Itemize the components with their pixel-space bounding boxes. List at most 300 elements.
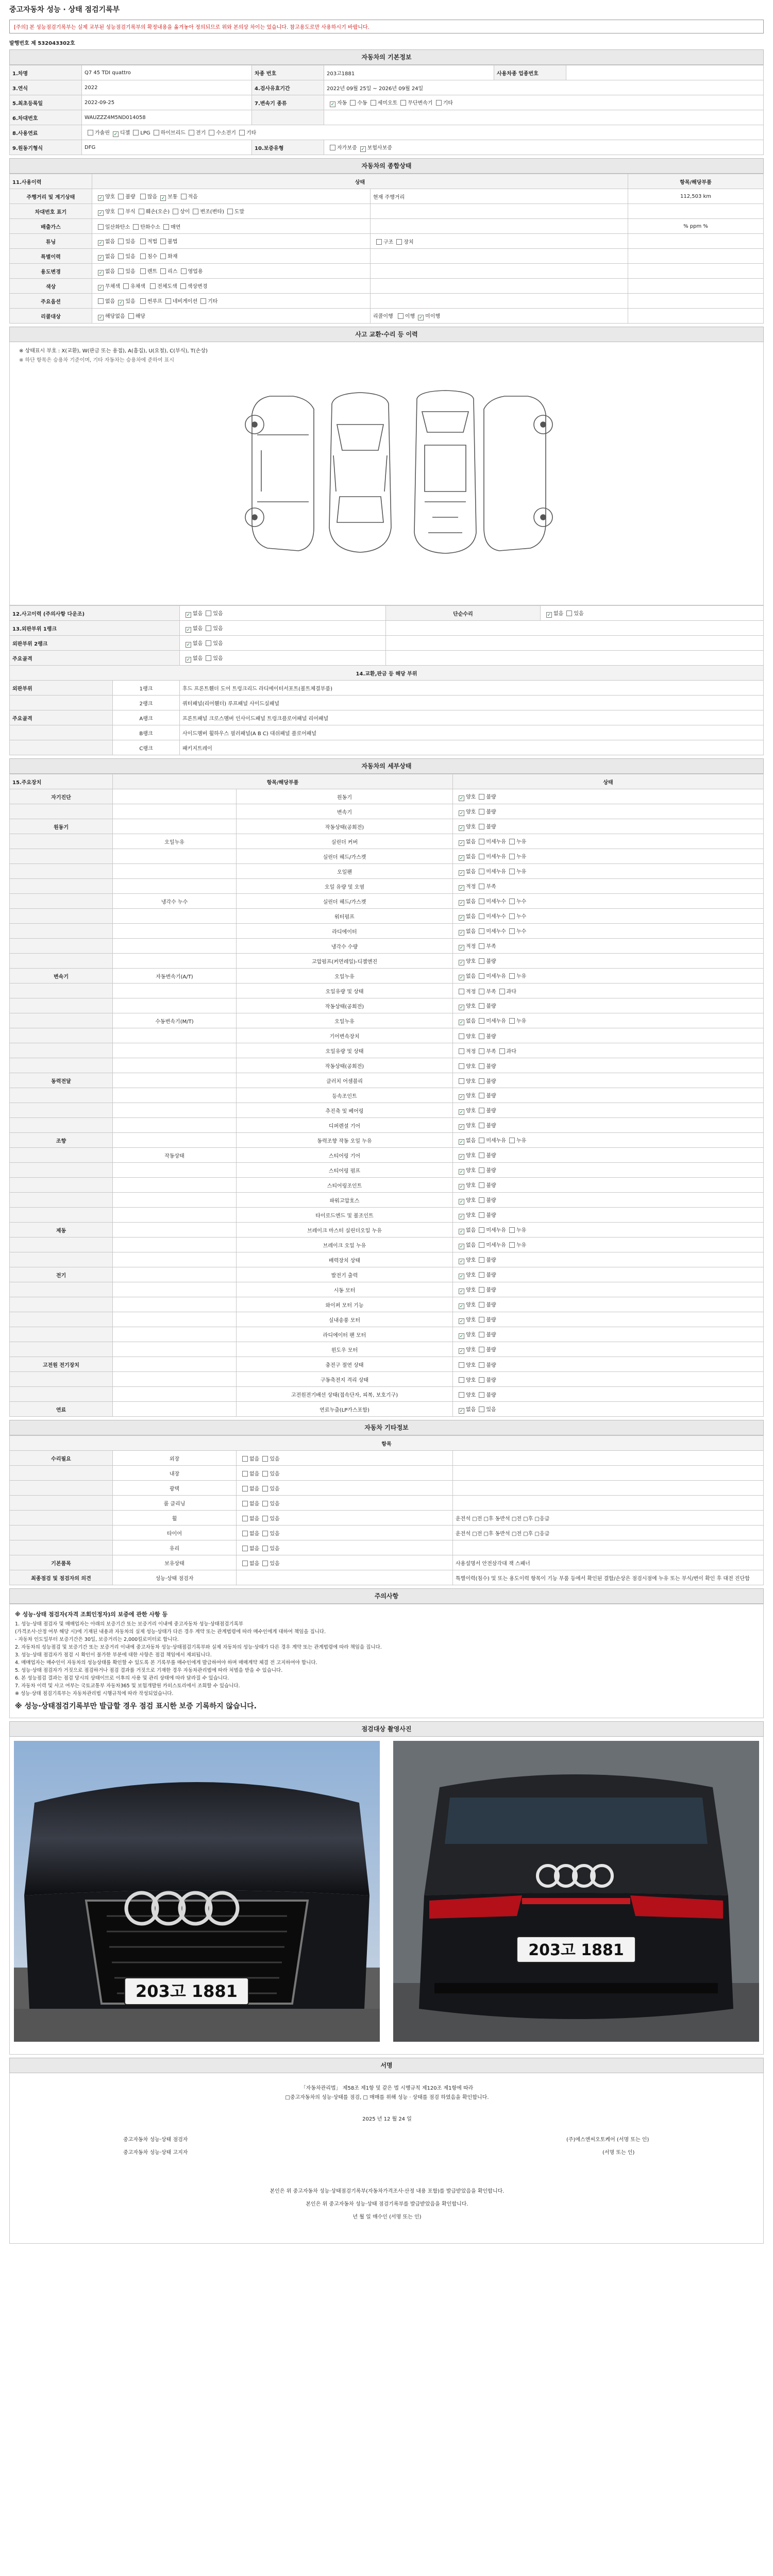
checkbox-icon[interactable] [479,928,484,934]
checkbox-icon[interactable] [189,130,194,135]
checkbox-icon[interactable] [479,1242,484,1248]
other-option: 있음 [259,1486,279,1492]
device-option: 미세누유 [476,839,506,845]
device-status [453,1282,764,1297]
checkbox-icon[interactable] [140,194,146,199]
checkbox-icon[interactable]: ✓ [98,210,103,216]
checkbox-icon[interactable] [479,1138,484,1143]
checkbox-icon[interactable] [479,1018,484,1024]
checkbox-icon[interactable]: ✓ [98,270,103,276]
device-status [453,924,764,939]
checkbox-icon[interactable] [479,854,484,859]
checkbox-icon[interactable] [479,1362,484,1368]
checkbox-icon[interactable] [479,824,484,829]
checkbox-icon[interactable]: ✓ [119,300,123,306]
checkbox-icon[interactable] [459,1362,464,1368]
checkbox-icon[interactable]: ✓ [459,855,464,861]
checkbox-icon[interactable] [160,239,166,244]
device-group [10,1208,113,1223]
checkbox-icon[interactable] [479,809,484,815]
checkbox-icon[interactable]: ✓ [459,1139,464,1145]
checkbox-icon[interactable] [160,253,166,259]
status2-option: 불법 [157,239,177,245]
checkbox-icon[interactable] [242,1501,248,1506]
device-option: 미세누유 [476,854,506,860]
checkbox-icon[interactable] [165,298,171,304]
device-item: 오일 유량 및 오염 [237,879,453,894]
checkbox-icon[interactable] [139,209,144,214]
checkbox-icon[interactable] [206,611,211,616]
checkbox-icon[interactable] [479,1287,484,1293]
checkbox-icon[interactable] [509,1227,515,1233]
checkbox-icon[interactable] [479,1272,484,1278]
checkbox-icon[interactable] [509,869,515,874]
checkbox-icon[interactable] [479,943,484,949]
checkbox-icon[interactable]: ✓ [459,1124,464,1130]
row-status-extra [371,279,628,294]
row-status-extra [371,264,628,279]
accident-label: 13.외판부위 1랭크 [10,621,180,636]
checkbox-icon[interactable] [459,1377,464,1383]
other-group [10,1540,113,1555]
other-extra [453,1481,764,1496]
photo-panel [9,1737,764,2055]
checkbox-icon[interactable] [479,1048,484,1054]
rank-level: 1랭크 [113,681,180,696]
notes-warning: ※ 성능·상태점검기록부만 발급할 경우 점검 표시한 보증 기록하지 않습니다. [15,1702,257,1710]
checkbox-icon[interactable]: ✓ [98,285,103,291]
checkbox-icon[interactable]: ✓ [459,1214,464,1219]
device-item: 오일유량 및 상태 [237,984,453,998]
checkbox-icon[interactable] [88,130,93,135]
checkbox-icon[interactable] [227,209,233,214]
checkbox-icon[interactable]: ✓ [459,945,464,951]
device-option: 불량 [476,1064,496,1070]
device-option: 누유 [506,974,526,979]
checkbox-icon[interactable] [479,913,484,919]
device-option: 불량 [476,824,496,830]
field-value [82,125,764,140]
checkbox-icon[interactable] [509,854,515,859]
row-status-extra [371,189,628,204]
checkbox-icon[interactable] [330,145,335,150]
checkbox-icon[interactable] [479,958,484,964]
checkbox-icon[interactable] [499,989,505,994]
section-signature: 서명 [9,2058,764,2073]
checkbox-icon[interactable]: ✓ [459,1348,464,1354]
checkbox-icon[interactable]: ✓ [459,1199,464,1205]
report-notice: [주의] 본 성능점검기록부는 실제 교부된 성능점검기록부의 확정내용을 옮겨놓아 정의되므로 위와 본의상 차이는 었습니다. 참고용도로만 사용하시기 바랍니다. [9,20,764,33]
device-option: ✓ 양호 [459,1302,476,1309]
checkbox-icon[interactable] [180,283,186,289]
note-line: 1. 성능·상태 점검자 및 매매업자는 아래의 보증기간 또는 보증거리 이내에 중고자동차 성능·상태점검기록부 [15,1621,243,1627]
accident-option: 있음 [203,611,223,617]
checkbox-icon[interactable] [118,209,124,214]
checkbox-icon[interactable] [118,253,124,259]
checkbox-icon[interactable] [400,100,406,106]
device-option: 불량 [476,1363,496,1368]
device-item: 타이로드엔드 및 볼조인트 [237,1208,453,1223]
device-subgroup [113,1028,237,1043]
checkbox-icon[interactable] [459,1048,464,1054]
checkbox-icon[interactable]: ✓ [186,627,191,633]
checkbox-icon[interactable] [479,839,484,844]
checkbox-icon[interactable]: ✓ [98,240,103,246]
device-item: 작동상태(공회전) [237,819,453,834]
checkbox-icon[interactable] [479,1377,484,1383]
checkbox-icon[interactable] [262,1456,268,1462]
device-item: 시동 모터 [237,1282,453,1297]
checkbox-icon[interactable] [509,913,515,919]
device-option: ✓ 양호 [459,1003,476,1010]
checkbox-icon[interactable] [98,298,104,304]
checkbox-icon[interactable] [133,224,139,230]
device-option: ✓ 적정 [459,943,476,951]
checkbox-icon[interactable] [376,239,382,245]
checkbox-icon[interactable] [479,1212,484,1218]
checkbox-icon[interactable] [140,268,146,274]
checkbox-icon[interactable] [242,1561,248,1566]
status-option: ✓ 없음 [98,268,115,276]
col-header: 15.주요장치 [10,774,113,789]
checkbox-icon[interactable]: ✓ [98,315,103,320]
checkbox-icon[interactable]: ✓ [459,1318,464,1324]
accident-option: ✓ 없음 [186,611,203,618]
basic-info-row [10,125,764,140]
checkbox-icon[interactable] [479,794,484,800]
checkbox-icon[interactable]: ✓ [459,885,464,891]
checkbox-icon[interactable] [479,1332,484,1337]
checkbox-icon[interactable] [262,1546,268,1551]
checkbox-icon[interactable]: ✓ [547,612,551,618]
checkbox-icon[interactable]: ✓ [459,825,464,831]
checkbox-icon[interactable]: ✓ [459,1154,464,1160]
checkbox-icon[interactable] [509,1242,515,1248]
checkbox-icon[interactable] [118,194,124,199]
other-extra: 특별이력(침수) 및 또는 용도이력 항목이 기능 부품 등에서 확인된 결함/손상은 점검시점에 누유 또는 부식/변이 확인 후 대전 진단함 [453,1570,764,1585]
checkbox-icon[interactable] [509,899,515,904]
checkbox-icon[interactable] [173,209,178,214]
checkbox-icon[interactable] [242,1486,248,1492]
device-group: 제동 [10,1223,113,1238]
checkbox-icon[interactable] [262,1486,268,1492]
device-status [453,998,764,1013]
device-option: 미세누수 [476,899,506,905]
checkbox-icon[interactable] [140,239,146,244]
device-group [10,864,113,879]
basic-info-row [10,95,764,110]
field-label: 9.원동기형식 [10,140,82,155]
checkbox-icon[interactable] [242,1531,248,1536]
col-header: 상태 [92,174,628,189]
checkbox-icon[interactable]: ✓ [459,1229,464,1234]
checkbox-icon[interactable] [242,1516,248,1521]
checkbox-icon[interactable] [242,1546,248,1551]
checkbox-icon[interactable] [396,239,402,245]
checkbox-icon[interactable] [459,1033,464,1039]
checkbox-icon[interactable] [128,313,134,319]
checkbox-icon[interactable] [509,1138,515,1143]
checkbox-icon[interactable] [140,253,146,259]
device-subgroup [113,1342,237,1357]
checkbox-icon[interactable] [479,1123,484,1128]
checkbox-icon[interactable] [181,268,187,274]
checkbox-icon[interactable] [459,1063,464,1069]
checkbox-icon[interactable]: ✓ [361,146,365,152]
checkbox-icon[interactable]: ✓ [186,657,191,663]
checkbox-icon[interactable]: ✓ [459,1289,464,1294]
status-option: 있음 [115,269,135,275]
checkbox-icon[interactable]: ✓ [459,810,464,816]
device-subgroup [113,1043,237,1058]
checkbox-icon[interactable] [479,1093,484,1098]
detail-row [10,789,764,804]
checkbox-icon[interactable] [479,989,484,994]
checkbox-icon[interactable] [509,928,515,934]
device-option: 불량 [476,1393,496,1398]
checkbox-icon[interactable] [200,298,206,304]
checkbox-icon[interactable] [479,1153,484,1158]
checkbox-icon[interactable]: ✓ [98,255,103,261]
checkbox-icon[interactable] [154,130,159,135]
accident-status [180,636,386,651]
detail-row [10,1043,764,1058]
checkbox-icon[interactable] [509,839,515,844]
device-item: 스티어링 기어 [237,1148,453,1163]
device-status [453,1252,764,1267]
other-extra [453,1466,764,1481]
device-group [10,894,113,909]
checkbox-icon[interactable]: ✓ [459,840,464,846]
checkbox-icon[interactable] [509,973,515,979]
other-status [237,1526,453,1540]
device-group [10,924,113,939]
device-status [453,954,764,969]
checkbox-icon[interactable] [459,989,464,994]
checkbox-icon[interactable] [262,1501,268,1506]
detail-row [10,1103,764,1118]
other-row [10,1496,764,1511]
checkbox-icon[interactable]: ✓ [186,642,191,648]
detail-row [10,1133,764,1148]
fuel-option: 수소전기 [206,130,236,136]
checkbox-icon[interactable] [371,100,376,106]
checkbox-icon[interactable]: ✓ [459,1259,464,1264]
checkbox-icon[interactable]: ✓ [459,975,464,980]
rank-level: C랭크 [113,740,180,755]
checkbox-icon[interactable] [350,100,356,106]
rank-row [10,740,764,755]
checkbox-icon[interactable] [566,611,572,616]
checkbox-icon[interactable]: ✓ [330,101,335,107]
checkbox-icon[interactable] [262,1531,268,1536]
row-label: 색상 [10,279,92,294]
device-option: 불량 [476,1004,496,1009]
status-option: 도말 [224,209,244,215]
device-status [453,804,764,819]
checkbox-icon[interactable] [206,640,211,646]
checkbox-icon[interactable]: ✓ [459,870,464,876]
checkbox-icon[interactable]: ✓ [459,1274,464,1279]
device-subgroup [113,1088,237,1103]
checkbox-icon[interactable] [209,130,214,135]
item-value [628,294,764,309]
checkbox-icon[interactable] [118,268,124,274]
checkbox-icon[interactable] [479,1063,484,1069]
device-group: 동력전달 [10,1073,113,1088]
checkbox-icon[interactable] [242,1456,248,1462]
detail-row [10,819,764,834]
checkbox-icon[interactable]: ✓ [459,960,464,965]
checkbox-icon[interactable]: ✓ [98,195,103,201]
rear-plate-text: 203고 1881 [528,1941,624,1959]
checkbox-icon[interactable] [133,130,139,135]
checkbox-icon[interactable] [436,100,442,106]
device-option: 누수 [506,929,526,935]
checkbox-icon[interactable] [163,224,169,230]
other-row [10,1526,764,1540]
checkbox-icon[interactable] [479,973,484,979]
device-option: 불량 [476,1317,496,1323]
law-text: 「자동차관리법」 제58조 제1항 및 같은 법 시행규칙 제120조 제1항에 따라 [300,2086,474,2091]
checkbox-icon[interactable]: ✓ [459,795,464,801]
checkbox-icon[interactable]: ✓ [459,1109,464,1115]
checkbox-icon[interactable] [98,224,104,230]
checkbox-icon[interactable]: ✓ [459,1094,464,1100]
checkbox-icon[interactable]: ✓ [186,612,191,618]
checkbox-icon[interactable] [479,1406,484,1412]
device-item: 발전기 출력 [237,1267,453,1282]
checkbox-icon[interactable] [479,1317,484,1323]
checkbox-icon[interactable] [479,1302,484,1308]
checkbox-icon[interactable] [262,1561,268,1566]
device-status [453,1208,764,1223]
checkbox-icon[interactable] [509,1018,515,1024]
checkbox-icon[interactable] [479,1078,484,1084]
empty-cell [386,621,764,636]
checkbox-icon[interactable] [239,130,245,135]
accident-row [10,651,764,666]
checkbox-icon[interactable] [459,1078,464,1084]
device-option: 불량 [476,1168,496,1174]
checkbox-icon[interactable]: ✓ [459,900,464,906]
checkbox-icon[interactable] [118,239,124,244]
checkbox-icon[interactable] [206,655,211,661]
item-label: 리콜이행 [373,313,395,319]
other-option: 있음 [259,1561,279,1567]
checkbox-icon[interactable]: ✓ [459,1244,464,1249]
checkbox-icon[interactable]: ✓ [459,930,464,936]
overall-head-row [10,174,764,189]
device-item: 실린더 헤드/가스켓 [237,849,453,864]
checkbox-icon[interactable] [479,1108,484,1113]
checkbox-icon[interactable] [206,625,211,631]
status-option: ✓ 무채색 [98,283,120,291]
accident-status-2 [541,606,764,621]
status-option: ✓ 있음 [119,298,136,306]
checkbox-icon[interactable] [479,1003,484,1009]
checkbox-icon[interactable] [459,1392,464,1398]
device-subgroup: 수동변속기(M/T) [113,1013,237,1028]
checkbox-icon[interactable]: ✓ [459,1005,464,1010]
checkbox-icon[interactable] [181,194,187,199]
checkbox-icon[interactable] [479,1182,484,1188]
other-item: 내장 [113,1466,237,1481]
checkbox-icon[interactable]: ✓ [459,1020,464,1025]
row-status-extra [371,294,628,309]
accident-status [180,651,386,666]
checkbox-icon[interactable] [479,884,484,889]
device-item: 구동축전지 격리 상태 [237,1372,453,1387]
checkbox-icon[interactable] [479,1257,484,1263]
checkbox-icon[interactable] [398,313,404,319]
checkbox-icon[interactable]: ✓ [459,1408,464,1414]
checkbox-icon[interactable]: ✓ [161,195,165,201]
checkbox-icon[interactable] [150,283,156,289]
checkbox-icon[interactable]: ✓ [459,915,464,921]
checkbox-icon[interactable] [479,1227,484,1233]
checkbox-icon[interactable] [193,209,198,214]
checkbox-icon[interactable] [123,283,129,289]
device-option: 불량 [476,1213,496,1218]
status-option: ✓ 없음 [98,253,115,261]
checkbox-icon[interactable] [479,1167,484,1173]
device-option: ✓ 없음 [459,1242,476,1249]
device-group [10,879,113,894]
checkbox-icon[interactable]: ✓ [418,315,423,320]
status3-option: 장치 [393,240,413,245]
checkbox-icon[interactable]: ✓ [459,1303,464,1309]
checkbox-icon[interactable] [262,1471,268,1477]
device-option: 미세누유 [476,1019,506,1024]
device-group [10,909,113,924]
checkbox-icon[interactable] [479,869,484,874]
accident-option: 있음 [203,641,223,647]
device-item: 브레이크 오일 누유 [237,1238,453,1252]
other-option: 있음 [259,1471,279,1477]
checkbox-icon[interactable] [499,1048,505,1054]
device-option: 불량 [476,1258,496,1263]
overall-row [10,189,764,204]
accident-history-table [9,605,764,755]
checkbox-icon[interactable] [479,1197,484,1203]
status-option: 불량 [115,194,135,200]
checkbox-icon[interactable]: ✓ [113,131,118,137]
checkbox-icon[interactable] [140,298,146,304]
overall-row [10,309,764,324]
checkbox-icon[interactable] [479,1347,484,1352]
device-subgroup [113,1163,237,1178]
checkbox-icon[interactable] [479,1033,484,1039]
accident-status [180,606,386,621]
device-status [453,1178,764,1193]
checkbox-icon[interactable] [479,1392,484,1398]
checkbox-icon[interactable] [479,899,484,904]
checkbox-icon[interactable] [160,268,166,274]
device-status [453,1163,764,1178]
item-value [628,234,764,249]
device-option: 누유 [506,839,526,845]
checkbox-icon[interactable] [242,1471,248,1477]
checkbox-icon[interactable]: ✓ [459,1184,464,1190]
device-option: ✓ 양호 [459,824,476,831]
device-subgroup [113,1058,237,1073]
accident-row [10,636,764,651]
checkbox-icon[interactable] [262,1516,268,1521]
rank-parts: 사이드멤버 휠하우스 필러패널(A B C) 대쉬패널 플로어패널 [180,725,764,740]
checkbox-icon[interactable]: ✓ [459,1169,464,1175]
checkbox-icon[interactable]: ✓ [459,1333,464,1339]
